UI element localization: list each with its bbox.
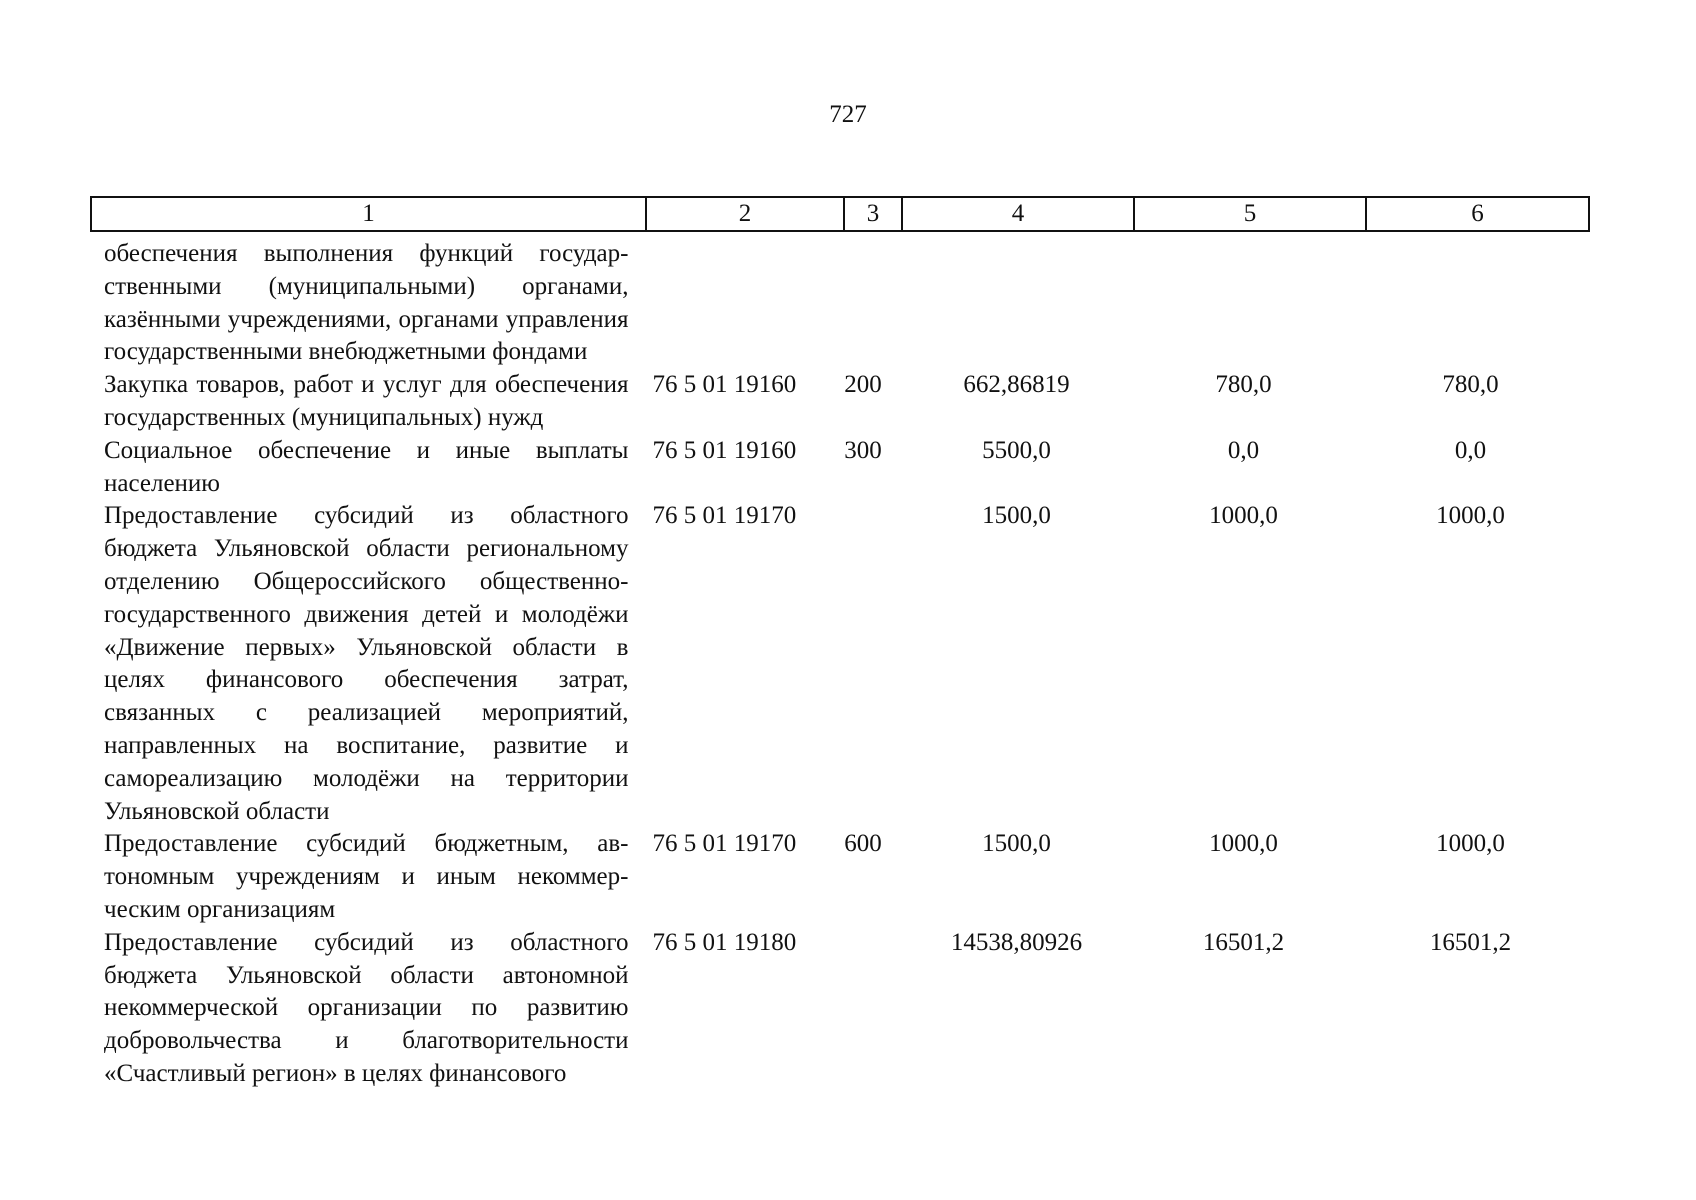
table-header — [90, 196, 1590, 232]
row-value-6: 16501,2 — [1429, 928, 1512, 956]
row-type: 600 — [844, 830, 882, 858]
row-code: 76 5 01 19160 — [652, 371, 797, 399]
row-value-4: 1500,0 — [982, 830, 1051, 858]
row-name: Предоставление субсидий бюджетным, автономным учреждениям и иным некоммерческим организациям — [104, 830, 629, 923]
column-header-3: 3 — [845, 198, 903, 230]
row-value-5: 1000,0 — [1209, 502, 1278, 530]
row-name: обеспечения выполнения функций государственными (муниципальными) органами, казёнными учреждениями, органами управления государственными внебюджетными фондами — [104, 240, 629, 366]
row-value-6: 0,0 — [1454, 436, 1487, 464]
row-value-5: 780,0 — [1215, 371, 1272, 399]
row-value-6: 1000,0 — [1436, 830, 1505, 858]
table-body — [104, 238, 1584, 1091]
row-code: 76 5 01 19180 — [652, 928, 797, 956]
column-header-5: 5 — [1135, 198, 1367, 230]
row-name: Предоставление субсидий из областного бюджета Ульяновской области региональному отделению Общероссийского общественно-государственного движения детей и молодёжи «Движение первых» Ульяновской области в целях финансового обеспечения затрат, связанных с реализацией мероприятий, направленных на воспитание, развитие и самореализацию молодёжи на территории Ульяновской области — [104, 502, 629, 825]
page-number: 727 — [829, 101, 867, 128]
row-name: Закупка товаров, работ и услуг для обеспечения государственных (муниципальных) нужд — [104, 371, 629, 431]
row-value-4: 662,86819 — [963, 371, 1070, 399]
row-value-4: 14538,80926 — [950, 928, 1083, 956]
row-value-6: 1000,0 — [1436, 502, 1505, 530]
row-value-5: 16501,2 — [1202, 928, 1285, 956]
column-header-2: 2 — [647, 198, 845, 230]
row-type: 200 — [844, 371, 882, 399]
column-header-4: 4 — [903, 198, 1135, 230]
table-row — [104, 435, 1584, 501]
column-header-6: 6 — [1471, 200, 1484, 227]
row-code: 76 5 01 19170 — [652, 502, 797, 530]
row-value-4: 5500,0 — [982, 436, 1051, 464]
row-name: Социальное обеспечение и иные выплаты населению — [104, 436, 629, 497]
row-value-4: 1500,0 — [982, 502, 1051, 530]
row-code: 76 5 01 19170 — [652, 830, 797, 858]
row-name: Предоставление субсидий из областного бюджета Ульяновской области автономной некоммерческой организации по развитию добровольчества и благотворительности «Счастливый регион» в целях финансового — [104, 928, 629, 1087]
table-row — [104, 369, 1584, 435]
table-row — [104, 500, 1584, 828]
row-value-5: 1000,0 — [1209, 830, 1278, 858]
table-row — [104, 927, 1584, 1091]
row-type: 300 — [844, 436, 882, 464]
column-header-1: 1 — [92, 198, 647, 230]
table-row — [104, 828, 1584, 926]
row-value-6: 780,0 — [1442, 371, 1499, 399]
row-value-5: 0,0 — [1227, 436, 1260, 464]
table-row — [104, 238, 1584, 369]
row-code: 76 5 01 19160 — [652, 436, 797, 464]
